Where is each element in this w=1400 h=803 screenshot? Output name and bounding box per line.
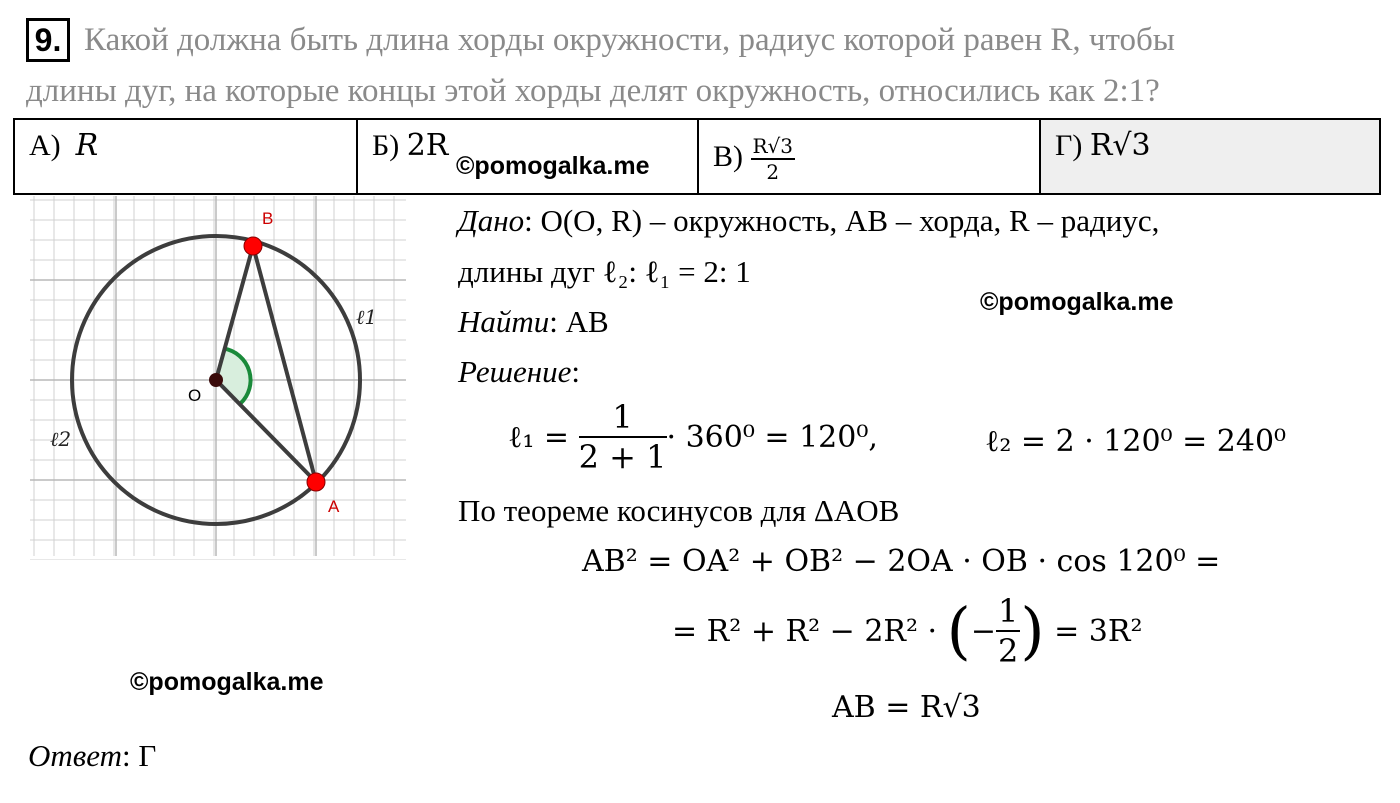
l1-rhs: · 360⁰ = 120⁰, (666, 419, 878, 455)
label-arc-l2: ℓ2 (50, 427, 72, 451)
solution-colon: : (571, 354, 580, 389)
arc-l2-equation: ℓ₂ = 2 · 120⁰ = 240⁰ (985, 424, 1287, 459)
label-arc-l1: ℓ1 (356, 305, 378, 329)
given-label: Дано (458, 203, 525, 238)
eq2-denominator: 2 (997, 632, 1019, 670)
answer-label: Ответ (28, 738, 122, 773)
answer-g-label: Г) (1055, 129, 1083, 162)
theorem-line: По теореме косинусов для ΔAOB (458, 493, 900, 528)
find-line (458, 304, 609, 340)
cosine-equation-2 (672, 592, 1142, 670)
watermark: ©pomogalka.me (130, 668, 324, 696)
given-text: : O(O, R) – окружность, AB – хорда, R – радиус, (524, 203, 1160, 238)
point-a (307, 473, 325, 491)
l1-denominator: 2 + 1 (578, 438, 667, 476)
chord-ab (253, 246, 316, 482)
answer-v-denominator: 2 (766, 160, 780, 184)
l1-lhs: ℓ₁ = (508, 419, 570, 455)
eq2-fraction (996, 592, 1020, 670)
answer-options-table (13, 118, 1381, 195)
right-paren: ) (1020, 594, 1045, 667)
eq2-part-b: = 3R² (1054, 613, 1143, 649)
minus-sign: − (970, 613, 996, 649)
point-o (209, 373, 223, 387)
left-paren: ( (946, 594, 971, 667)
answer-option-a (15, 120, 358, 193)
label-o: O (188, 386, 202, 405)
answer-a-value: R (75, 128, 99, 163)
find-text: : AB (549, 304, 609, 339)
answer-g-value: R√3 (1089, 128, 1151, 163)
circle-figure (30, 196, 410, 560)
problem-number: 9. (26, 18, 70, 62)
label-b: B (262, 209, 274, 228)
solution-heading (458, 354, 580, 390)
question-line-2: длины дуг, на которые концы этой хорды делят окружность, относились как 2:1? (26, 73, 1160, 109)
find-label: Найти (458, 304, 550, 339)
answer-v-fraction (751, 134, 796, 184)
watermark: ©pomogalka.me (456, 152, 650, 180)
l1-fraction (579, 398, 667, 476)
answer-b-label: Б) (372, 129, 400, 162)
answer-v-label: В) (713, 139, 743, 173)
arc-l1-equation (508, 398, 878, 476)
answer-text: : Г (121, 738, 157, 773)
watermark: ©pomogalka.me (980, 288, 1174, 316)
solution-label: Решение (458, 354, 572, 389)
answer-v-numerator: R√3 (752, 134, 794, 158)
eq2-part-a: = R² + R² − 2R² · (672, 613, 938, 649)
given-line (458, 203, 1159, 239)
answer-b-value: 2R (406, 128, 449, 163)
label-a: A (328, 497, 340, 516)
answer-a-label: А) (29, 129, 61, 162)
eq2-numerator: 1 (997, 592, 1019, 630)
given-line-2: длины дуг ℓ₂: ℓ₁ = 2: 1 (458, 254, 751, 289)
answer-line (28, 738, 156, 774)
answer-option-v (699, 120, 1041, 193)
l1-numerator: 1 (579, 398, 667, 438)
question-line-1: Какой должна быть длина хорды окружности, радиус которой равен R, чтобы (84, 22, 1175, 58)
cosine-equation-1: AB² = OA² + OB² − 2OA · OB · cos 120⁰ = (582, 544, 1221, 579)
result-equation: AB = R√3 (832, 690, 981, 725)
answer-option-g (1041, 120, 1379, 193)
point-b (244, 237, 262, 255)
